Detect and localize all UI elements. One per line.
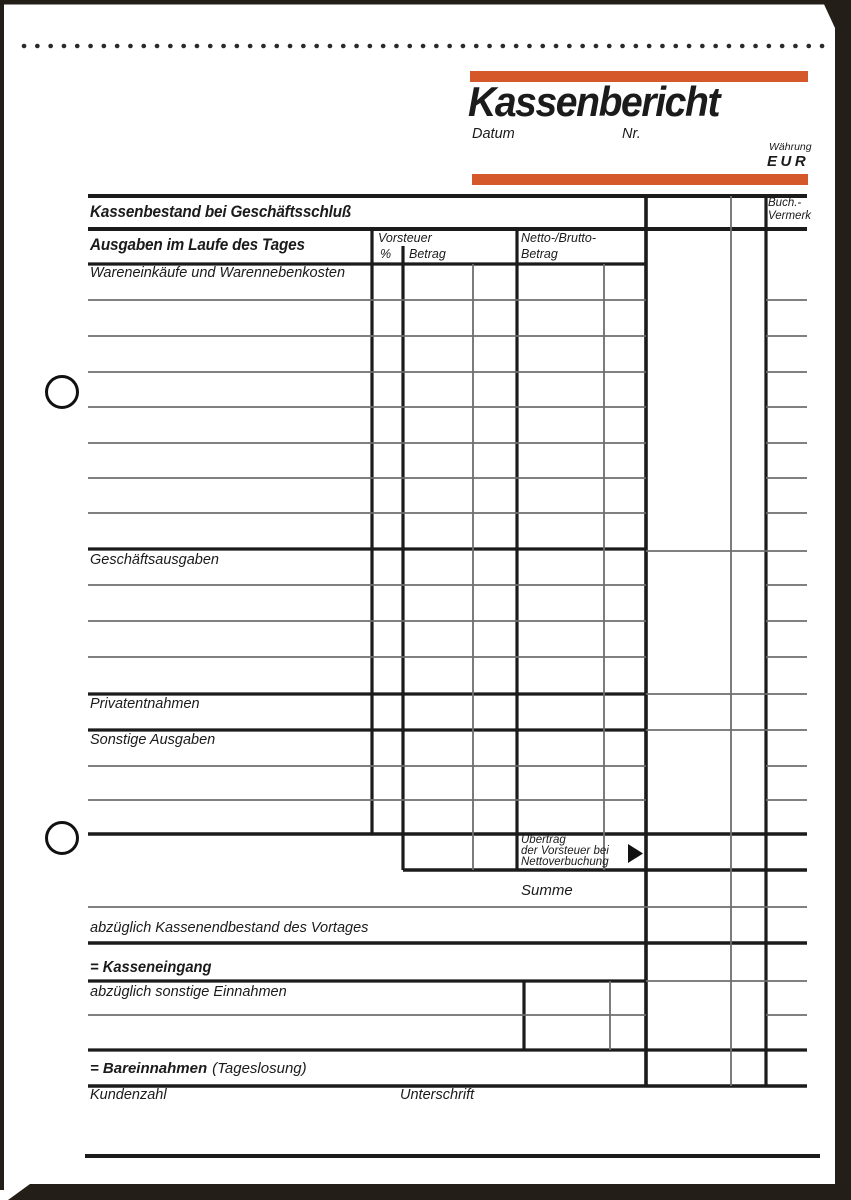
column-header-buch-vermerk [768,197,811,223]
bareinnahmen-main: = Bareinnahmen [90,1060,208,1077]
column-header-betrag: Betrag [409,247,446,261]
section-label-sonstige-ausgaben: Sonstige Ausgaben [90,732,216,748]
punch-holes [47,377,78,854]
uebertrag-line3: Nettoverbuchung [521,856,609,868]
table-grid-thin-lines [88,196,807,1086]
row-label-bareinnahmen [90,1061,307,1077]
table-grid-lines [85,196,820,1156]
row-label-kundenzahl: Kundenzahl [90,1087,167,1103]
row-label-ausgaben: Ausgaben im Laufe des Tages [90,235,305,254]
uebertrag-line2: der Vorsteuer bei [521,845,609,857]
column-header-netto-brutto-line1: Netto-/Brutto- [521,231,597,245]
date-label: Datum [472,126,515,142]
section-label-geschaeftsausgaben: Geschäftsausgaben [90,552,219,568]
currency-label: Währung [769,141,812,153]
accent-bar-bottom [472,174,808,185]
row-label-summe: Summe [521,882,573,899]
section-label-wareneinkaeufe: Wareneinkäufe und Warennebenkosten [90,265,346,281]
row-label-kassenbestand: Kassenbestand bei Geschäftsschluß [90,202,352,221]
row-label-abzueglich-kassenendbestand: abzüglich Kassenendbestand des Vortages [90,920,369,936]
row-label-unterschrift: Unterschrift [400,1087,475,1103]
buch-line1: Buch.- [768,197,802,209]
uebertrag-arrow-icon [628,844,643,863]
column-header-percent: % [380,247,392,261]
column-header-netto-brutto-line2: Betrag [521,247,558,261]
uebertrag-note [521,835,609,868]
buch-line2: Vermerk [768,210,812,222]
currency-value: EUR [767,153,810,170]
uebertrag-line1: Übertrag [521,834,566,846]
form-title: Kassenbericht [468,78,720,125]
bareinnahmen-suffix: (Tageslosung) [212,1060,307,1077]
row-label-abzueglich-sonstige-einnahmen: abzüglich sonstige Einnahmen [90,984,287,1000]
row-label-kasseneingang: = Kasseneingang [90,959,212,976]
punch-hole-bottom [47,823,78,854]
section-label-privatentnahmen: Privatentnahmen [90,696,200,712]
number-label: Nr. [622,126,641,142]
column-header-vorsteuer: Vorsteuer [378,231,432,245]
punch-hole-top [47,377,78,408]
